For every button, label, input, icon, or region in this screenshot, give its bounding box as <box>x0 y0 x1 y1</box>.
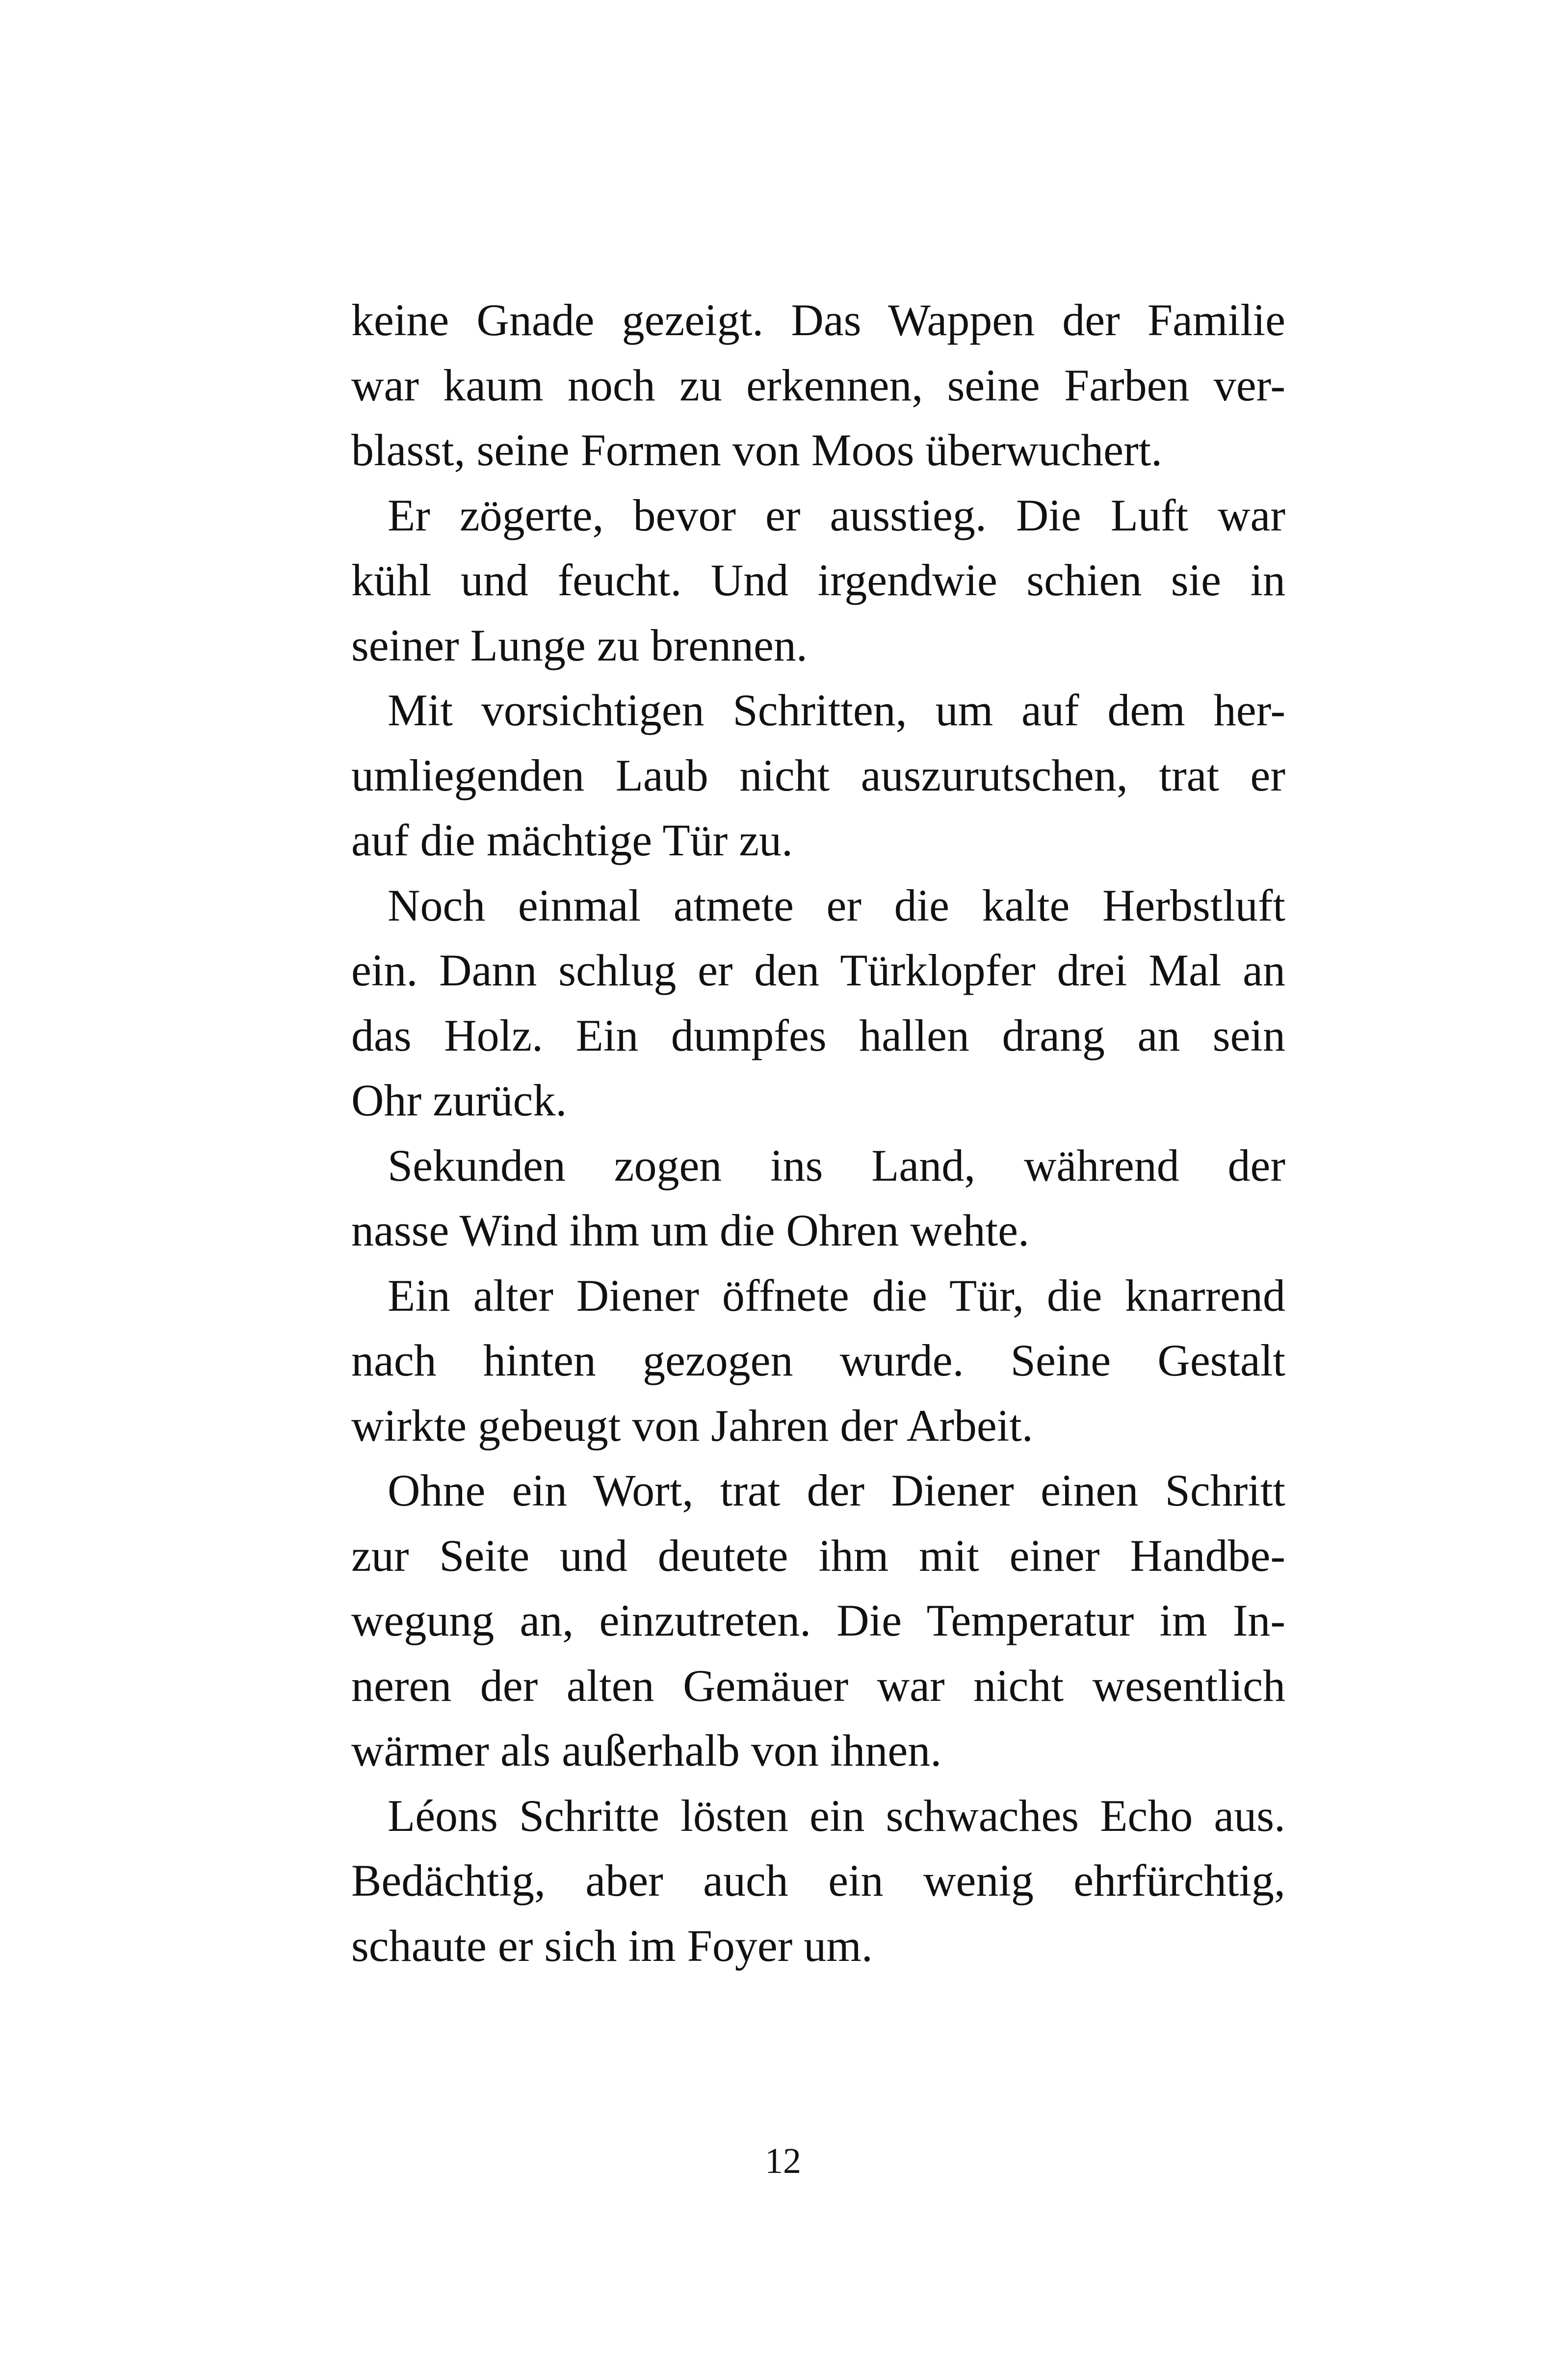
text-line: nach hinten gezogen wurde. Seine Gestalt <box>351 1335 1285 1385</box>
text-line: Ohr zurück. <box>351 1075 567 1125</box>
text-line: Ein alter Diener öffnete die Tür, die knarrend <box>388 1270 1285 1321</box>
text-line: das Holz. Ein dumpfes hallen drang an sein <box>351 1010 1285 1060</box>
text-line: neren der alten Gemäuer war nicht wesentlich <box>351 1660 1285 1711</box>
page-number: 12 <box>765 2141 801 2181</box>
text-line: Ohne ein Wort, trat der Diener einen Schritt <box>388 1465 1285 1515</box>
text-line: schaute er sich im Foyer um. <box>351 1920 873 1971</box>
text-line: Er zögerte, bevor er ausstieg. Die Luft war <box>388 490 1285 540</box>
text-line: auf die mächtige Tür zu. <box>351 815 793 865</box>
text-line: Noch einmal atmete er die kalte Herbstluft <box>388 880 1285 930</box>
text-line: Mit vorsichtigen Schritten, um auf dem her- <box>388 685 1285 735</box>
text-line: seiner Lunge zu brennen. <box>351 620 808 670</box>
text-line: war kaum noch zu erkennen, seine Farben ver- <box>351 360 1285 410</box>
body-text <box>351 288 1285 1978</box>
text-line: blasst, seine Formen von Moos überwuchert. <box>351 425 1163 475</box>
text-line: ein. Dann schlug er den Türklopfer drei Mal an <box>351 945 1285 995</box>
text-line: wegung an, einzutreten. Die Temperatur im In- <box>351 1595 1285 1645</box>
text-line: wirkte gebeugt von Jahren der Arbeit. <box>351 1400 1033 1451</box>
text-line: keine Gnade gezeigt. Das Wappen der Familie <box>351 295 1285 345</box>
text-line: Sekunden zogen ins Land, während der <box>388 1140 1285 1190</box>
text-line: kühl und feucht. Und irgendwie schien sie in <box>351 555 1285 605</box>
text-line: zur Seite und deutete ihm mit einer Handbe- <box>351 1530 1285 1581</box>
text-line: Léons Schritte lösten ein schwaches Echo aus. <box>388 1790 1285 1841</box>
text-line: nasse Wind ihm um die Ohren wehte. <box>351 1205 1029 1255</box>
text-line: wärmer als außerhalb von ihnen. <box>351 1725 942 1775</box>
text-line: umliegenden Laub nicht auszurutschen, trat er <box>351 750 1285 800</box>
text-line: Bedächtig, aber auch ein wenig ehrfürchtig, <box>351 1855 1285 1905</box>
